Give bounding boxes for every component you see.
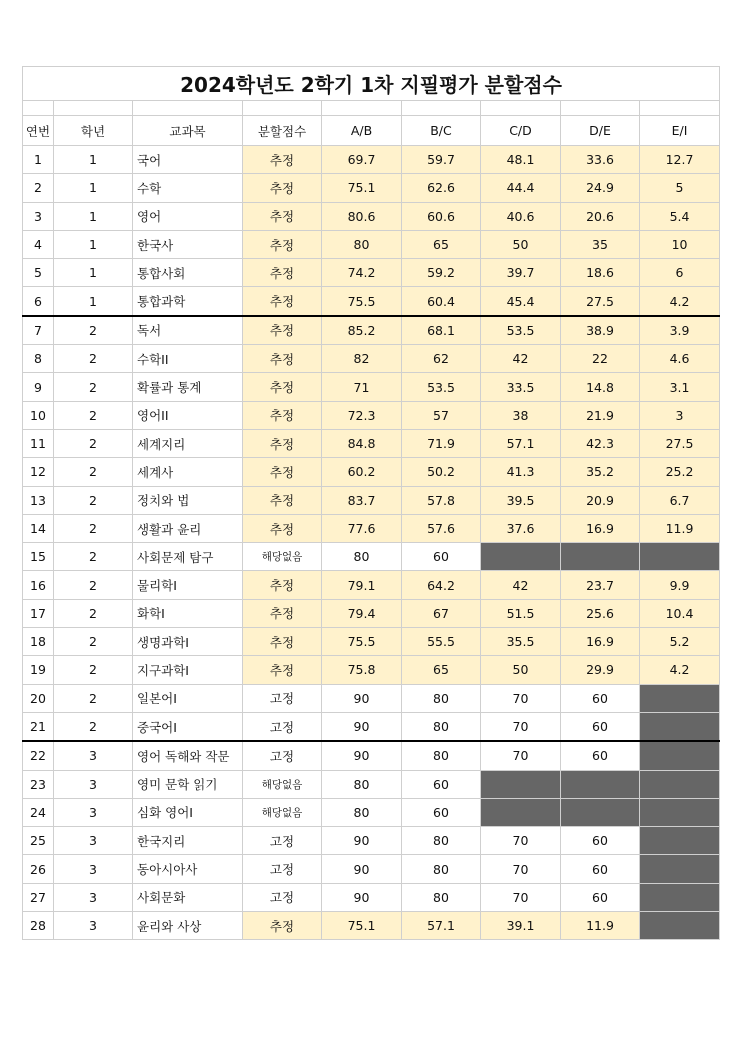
cell-no: 5 — [23, 259, 54, 287]
cell-subject: 영어II — [133, 401, 243, 429]
cell-subject: 사회문화 — [133, 883, 243, 911]
cell-cd: 51.5 — [481, 599, 561, 627]
cell-ab: 77.6 — [322, 514, 402, 542]
table-row — [23, 712, 720, 741]
cell-subject: 영미 문학 읽기 — [133, 770, 243, 798]
table-row — [23, 345, 720, 373]
cell-type: 고정 — [243, 827, 322, 855]
cell-bc: 60.6 — [402, 202, 481, 230]
cell-de: 11.9 — [561, 912, 640, 940]
cell-de: 42.3 — [561, 429, 640, 457]
cell-ab: 75.5 — [322, 628, 402, 656]
score-sheet — [22, 66, 719, 940]
cell-bc: 80 — [402, 855, 481, 883]
header-grade: 학년 — [54, 116, 133, 146]
table-row — [23, 656, 720, 684]
table-row — [23, 599, 720, 627]
cell-subject: 영어 독해와 작문 — [133, 741, 243, 770]
table-row — [23, 316, 720, 345]
cell-grade: 2 — [54, 345, 133, 373]
cell-bc: 68.1 — [402, 316, 481, 345]
cell-grade: 3 — [54, 827, 133, 855]
cell-type: 고정 — [243, 712, 322, 741]
cell-de: 38.9 — [561, 316, 640, 345]
cell-bc: 57 — [402, 401, 481, 429]
cell-de: 20.6 — [561, 202, 640, 230]
cell-type: 추정 — [243, 202, 322, 230]
cell-bc: 64.2 — [402, 571, 481, 599]
cell-type: 추정 — [243, 429, 322, 457]
cell-grade: 2 — [54, 486, 133, 514]
cell-bc: 59.2 — [402, 259, 481, 287]
header-ei: E/I — [640, 116, 720, 146]
cell-no: 19 — [23, 656, 54, 684]
cell-cd: 53.5 — [481, 316, 561, 345]
cell-grade: 3 — [54, 855, 133, 883]
cell-subject: 화학I — [133, 599, 243, 627]
cell-type: 해당없음 — [243, 770, 322, 798]
table-row — [23, 230, 720, 258]
cell-type: 추정 — [243, 373, 322, 401]
cell-no: 10 — [23, 401, 54, 429]
table-row — [23, 883, 720, 911]
cell-cd: 45.4 — [481, 287, 561, 316]
cell-type: 고정 — [243, 883, 322, 911]
cell-no: 4 — [23, 230, 54, 258]
cell-ei: 10.4 — [640, 599, 720, 627]
cell-cd: 70 — [481, 855, 561, 883]
cell-ei: 3 — [640, 401, 720, 429]
cell-bc: 62.6 — [402, 174, 481, 202]
cell-no: 23 — [23, 770, 54, 798]
cell-ab: 80 — [322, 798, 402, 826]
table-row — [23, 827, 720, 855]
cell-type: 추정 — [243, 912, 322, 940]
cell-no: 21 — [23, 712, 54, 741]
cell-subject: 윤리와 사상 — [133, 912, 243, 940]
cell-de: 21.9 — [561, 401, 640, 429]
cell-ei: 9.9 — [640, 571, 720, 599]
cell-no: 18 — [23, 628, 54, 656]
cell-type: 추정 — [243, 514, 322, 542]
cell-ei: 5.4 — [640, 202, 720, 230]
cell-type: 추정 — [243, 146, 322, 174]
cell-bc: 71.9 — [402, 429, 481, 457]
cell-subject: 중국어I — [133, 712, 243, 741]
cell-bc: 80 — [402, 883, 481, 911]
cell-bc: 57.8 — [402, 486, 481, 514]
cell-cd: 33.5 — [481, 373, 561, 401]
cell-cd: 37.6 — [481, 514, 561, 542]
header-de: D/E — [561, 116, 640, 146]
cell-cd: 70 — [481, 883, 561, 911]
table-row — [23, 543, 720, 571]
cell-subject: 물리학I — [133, 571, 243, 599]
cell-cd — [481, 770, 561, 798]
cell-subject: 영어 — [133, 202, 243, 230]
cell-no: 28 — [23, 912, 54, 940]
cell-cd: 50 — [481, 230, 561, 258]
cell-bc: 80 — [402, 741, 481, 770]
cell-type: 추정 — [243, 174, 322, 202]
cell-no: 13 — [23, 486, 54, 514]
cell-de: 60 — [561, 827, 640, 855]
cell-bc: 60.4 — [402, 287, 481, 316]
cell-cd: 39.5 — [481, 486, 561, 514]
cell-ei — [640, 798, 720, 826]
table-row — [23, 401, 720, 429]
cell-ei — [640, 712, 720, 741]
cell-ei: 6.7 — [640, 486, 720, 514]
cell-cd: 42 — [481, 571, 561, 599]
cell-subject: 통합사회 — [133, 259, 243, 287]
cell-type: 추정 — [243, 486, 322, 514]
cell-type: 해당없음 — [243, 798, 322, 826]
cell-cd: 39.1 — [481, 912, 561, 940]
table-row — [23, 146, 720, 174]
cell-grade: 3 — [54, 741, 133, 770]
header-cd: C/D — [481, 116, 561, 146]
cell-ei: 5.2 — [640, 628, 720, 656]
cell-grade: 2 — [54, 599, 133, 627]
cell-type: 추정 — [243, 571, 322, 599]
cell-grade: 2 — [54, 458, 133, 486]
cell-de: 25.6 — [561, 599, 640, 627]
cell-ab: 75.8 — [322, 656, 402, 684]
cell-ab: 75.1 — [322, 912, 402, 940]
cell-de: 60 — [561, 855, 640, 883]
cell-no: 8 — [23, 345, 54, 373]
cell-ab: 80.6 — [322, 202, 402, 230]
cell-ei: 3.1 — [640, 373, 720, 401]
cell-de: 18.6 — [561, 259, 640, 287]
cell-grade: 3 — [54, 883, 133, 911]
cell-subject: 수학II — [133, 345, 243, 373]
cell-cd: 41.3 — [481, 458, 561, 486]
cell-no: 2 — [23, 174, 54, 202]
cell-bc: 65 — [402, 230, 481, 258]
cell-no: 22 — [23, 741, 54, 770]
cell-type: 고정 — [243, 684, 322, 712]
cell-cd: 40.6 — [481, 202, 561, 230]
cell-bc: 59.7 — [402, 146, 481, 174]
cell-subject: 독서 — [133, 316, 243, 345]
cell-ei — [640, 741, 720, 770]
cell-cd: 48.1 — [481, 146, 561, 174]
cell-de: 20.9 — [561, 486, 640, 514]
cell-subject: 정치와 법 — [133, 486, 243, 514]
cell-cd: 70 — [481, 684, 561, 712]
cell-grade: 1 — [54, 259, 133, 287]
cell-subject: 생활과 윤리 — [133, 514, 243, 542]
cell-bc: 80 — [402, 827, 481, 855]
cell-ab: 75.1 — [322, 174, 402, 202]
cell-ab: 60.2 — [322, 458, 402, 486]
cell-de: 16.9 — [561, 514, 640, 542]
cell-subject: 생명과학I — [133, 628, 243, 656]
cell-de — [561, 798, 640, 826]
cell-bc: 55.5 — [402, 628, 481, 656]
cell-no: 3 — [23, 202, 54, 230]
cell-bc: 57.6 — [402, 514, 481, 542]
cell-grade: 2 — [54, 514, 133, 542]
cell-subject: 동아시아사 — [133, 855, 243, 883]
cell-cd: 70 — [481, 712, 561, 741]
cell-bc: 53.5 — [402, 373, 481, 401]
cell-no: 14 — [23, 514, 54, 542]
cell-ab: 85.2 — [322, 316, 402, 345]
cell-de: 60 — [561, 712, 640, 741]
cell-subject: 일본어I — [133, 684, 243, 712]
cell-ei: 3.9 — [640, 316, 720, 345]
table-row — [23, 259, 720, 287]
cell-de: 60 — [561, 883, 640, 911]
cell-grade: 2 — [54, 429, 133, 457]
cell-ab: 80 — [322, 543, 402, 571]
cell-no: 15 — [23, 543, 54, 571]
cell-ei: 12.7 — [640, 146, 720, 174]
cell-type: 추정 — [243, 656, 322, 684]
cell-bc: 62 — [402, 345, 481, 373]
cell-de: 35 — [561, 230, 640, 258]
table-row — [23, 486, 720, 514]
cell-de: 29.9 — [561, 656, 640, 684]
header-type: 분할점수 — [243, 116, 322, 146]
cell-ei: 11.9 — [640, 514, 720, 542]
header-bc: B/C — [402, 116, 481, 146]
cell-type: 추정 — [243, 401, 322, 429]
cell-ab: 83.7 — [322, 486, 402, 514]
cell-grade: 2 — [54, 712, 133, 741]
cell-grade: 1 — [54, 174, 133, 202]
table-row — [23, 429, 720, 457]
cell-subject: 확률과 통계 — [133, 373, 243, 401]
cell-type: 해당없음 — [243, 543, 322, 571]
cell-grade: 2 — [54, 316, 133, 345]
cell-bc: 57.1 — [402, 912, 481, 940]
cell-no: 12 — [23, 458, 54, 486]
cut-score-table — [22, 66, 720, 940]
cell-no: 16 — [23, 571, 54, 599]
cell-ei: 5 — [640, 174, 720, 202]
cell-bc: 60 — [402, 798, 481, 826]
cell-no: 6 — [23, 287, 54, 316]
cell-no: 11 — [23, 429, 54, 457]
cell-subject: 수학 — [133, 174, 243, 202]
cell-no: 27 — [23, 883, 54, 911]
cell-ei: 27.5 — [640, 429, 720, 457]
cell-ab: 82 — [322, 345, 402, 373]
cell-ei: 6 — [640, 259, 720, 287]
cell-type: 추정 — [243, 345, 322, 373]
cell-grade: 1 — [54, 230, 133, 258]
cell-type: 고정 — [243, 855, 322, 883]
cell-no: 1 — [23, 146, 54, 174]
table-row — [23, 855, 720, 883]
cell-no: 26 — [23, 855, 54, 883]
cell-ab: 90 — [322, 855, 402, 883]
cell-no: 25 — [23, 827, 54, 855]
header-row — [23, 116, 720, 146]
header-subject: 교과목 — [133, 116, 243, 146]
cell-grade: 2 — [54, 656, 133, 684]
table-row — [23, 514, 720, 542]
cell-subject: 한국지리 — [133, 827, 243, 855]
table-row — [23, 458, 720, 486]
cell-cd: 39.7 — [481, 259, 561, 287]
cell-cd: 35.5 — [481, 628, 561, 656]
cell-de: 27.5 — [561, 287, 640, 316]
cell-de: 14.8 — [561, 373, 640, 401]
cell-cd — [481, 798, 561, 826]
cell-de: 22 — [561, 345, 640, 373]
cell-cd: 38 — [481, 401, 561, 429]
cell-type: 추정 — [243, 287, 322, 316]
cell-grade: 2 — [54, 373, 133, 401]
cell-no: 20 — [23, 684, 54, 712]
cell-bc: 80 — [402, 684, 481, 712]
cell-type: 추정 — [243, 259, 322, 287]
cell-ab: 90 — [322, 827, 402, 855]
table-row — [23, 798, 720, 826]
cell-ab: 80 — [322, 230, 402, 258]
cell-grade: 1 — [54, 202, 133, 230]
cell-no: 7 — [23, 316, 54, 345]
cell-de: 60 — [561, 741, 640, 770]
cell-ab: 79.1 — [322, 571, 402, 599]
cell-bc: 65 — [402, 656, 481, 684]
cell-grade: 2 — [54, 684, 133, 712]
cell-de: 23.7 — [561, 571, 640, 599]
cell-de: 16.9 — [561, 628, 640, 656]
cell-grade: 2 — [54, 401, 133, 429]
cell-de — [561, 543, 640, 571]
cell-ab: 75.5 — [322, 287, 402, 316]
cell-ab: 90 — [322, 684, 402, 712]
cell-grade: 2 — [54, 628, 133, 656]
table-row — [23, 174, 720, 202]
cell-ab: 84.8 — [322, 429, 402, 457]
table-row — [23, 741, 720, 770]
cell-ei: 4.2 — [640, 287, 720, 316]
cell-ei — [640, 684, 720, 712]
table-row — [23, 571, 720, 599]
cell-ei: 4.6 — [640, 345, 720, 373]
cell-de: 24.9 — [561, 174, 640, 202]
cell-subject: 세계지리 — [133, 429, 243, 457]
page-title: 2024학년도 2학기 1차 지필평가 분할점수 — [23, 67, 720, 101]
cell-type: 추정 — [243, 628, 322, 656]
cell-type: 추정 — [243, 230, 322, 258]
cell-cd: 57.1 — [481, 429, 561, 457]
cell-cd: 70 — [481, 741, 561, 770]
cell-ab: 69.7 — [322, 146, 402, 174]
cell-ei — [640, 912, 720, 940]
cell-ab: 80 — [322, 770, 402, 798]
cell-ab: 90 — [322, 741, 402, 770]
cell-ab: 72.3 — [322, 401, 402, 429]
cell-grade: 1 — [54, 146, 133, 174]
cell-grade: 2 — [54, 543, 133, 571]
cell-subject: 심화 영어I — [133, 798, 243, 826]
cell-subject: 한국사 — [133, 230, 243, 258]
table-row — [23, 628, 720, 656]
cell-no: 24 — [23, 798, 54, 826]
table-row — [23, 770, 720, 798]
cell-type: 추정 — [243, 599, 322, 627]
cell-ei — [640, 827, 720, 855]
cell-ab: 71 — [322, 373, 402, 401]
cell-de: 60 — [561, 684, 640, 712]
cell-ab: 74.2 — [322, 259, 402, 287]
table-row — [23, 373, 720, 401]
header-no: 연번 — [23, 116, 54, 146]
cell-bc: 60 — [402, 770, 481, 798]
cell-ab: 90 — [322, 883, 402, 911]
cell-bc: 50.2 — [402, 458, 481, 486]
header-ab: A/B — [322, 116, 402, 146]
cell-grade: 3 — [54, 912, 133, 940]
cell-de: 33.6 — [561, 146, 640, 174]
cell-ei — [640, 543, 720, 571]
cell-subject: 사회문제 탐구 — [133, 543, 243, 571]
cell-ei — [640, 883, 720, 911]
cell-ei — [640, 855, 720, 883]
cell-cd: 50 — [481, 656, 561, 684]
cell-bc: 67 — [402, 599, 481, 627]
cell-cd: 44.4 — [481, 174, 561, 202]
cell-grade: 1 — [54, 287, 133, 316]
cell-ab: 79.4 — [322, 599, 402, 627]
cell-ei: 10 — [640, 230, 720, 258]
cell-no: 17 — [23, 599, 54, 627]
table-row — [23, 684, 720, 712]
cell-grade: 3 — [54, 770, 133, 798]
cell-cd: 70 — [481, 827, 561, 855]
cell-subject: 국어 — [133, 146, 243, 174]
cell-grade: 2 — [54, 571, 133, 599]
cell-ei — [640, 770, 720, 798]
table-row — [23, 287, 720, 316]
cell-ei: 25.2 — [640, 458, 720, 486]
cell-cd: 42 — [481, 345, 561, 373]
cell-grade: 3 — [54, 798, 133, 826]
cell-bc: 60 — [402, 543, 481, 571]
cell-cd — [481, 543, 561, 571]
cell-subject: 지구과학I — [133, 656, 243, 684]
cell-subject: 세계사 — [133, 458, 243, 486]
cell-no: 9 — [23, 373, 54, 401]
cell-de: 35.2 — [561, 458, 640, 486]
table-row — [23, 912, 720, 940]
cell-de — [561, 770, 640, 798]
table-row — [23, 202, 720, 230]
cell-ei: 4.2 — [640, 656, 720, 684]
cell-type: 추정 — [243, 316, 322, 345]
cell-ab: 90 — [322, 712, 402, 741]
cell-bc: 80 — [402, 712, 481, 741]
cell-type: 고정 — [243, 741, 322, 770]
cell-type: 추정 — [243, 458, 322, 486]
cell-subject: 통합과학 — [133, 287, 243, 316]
